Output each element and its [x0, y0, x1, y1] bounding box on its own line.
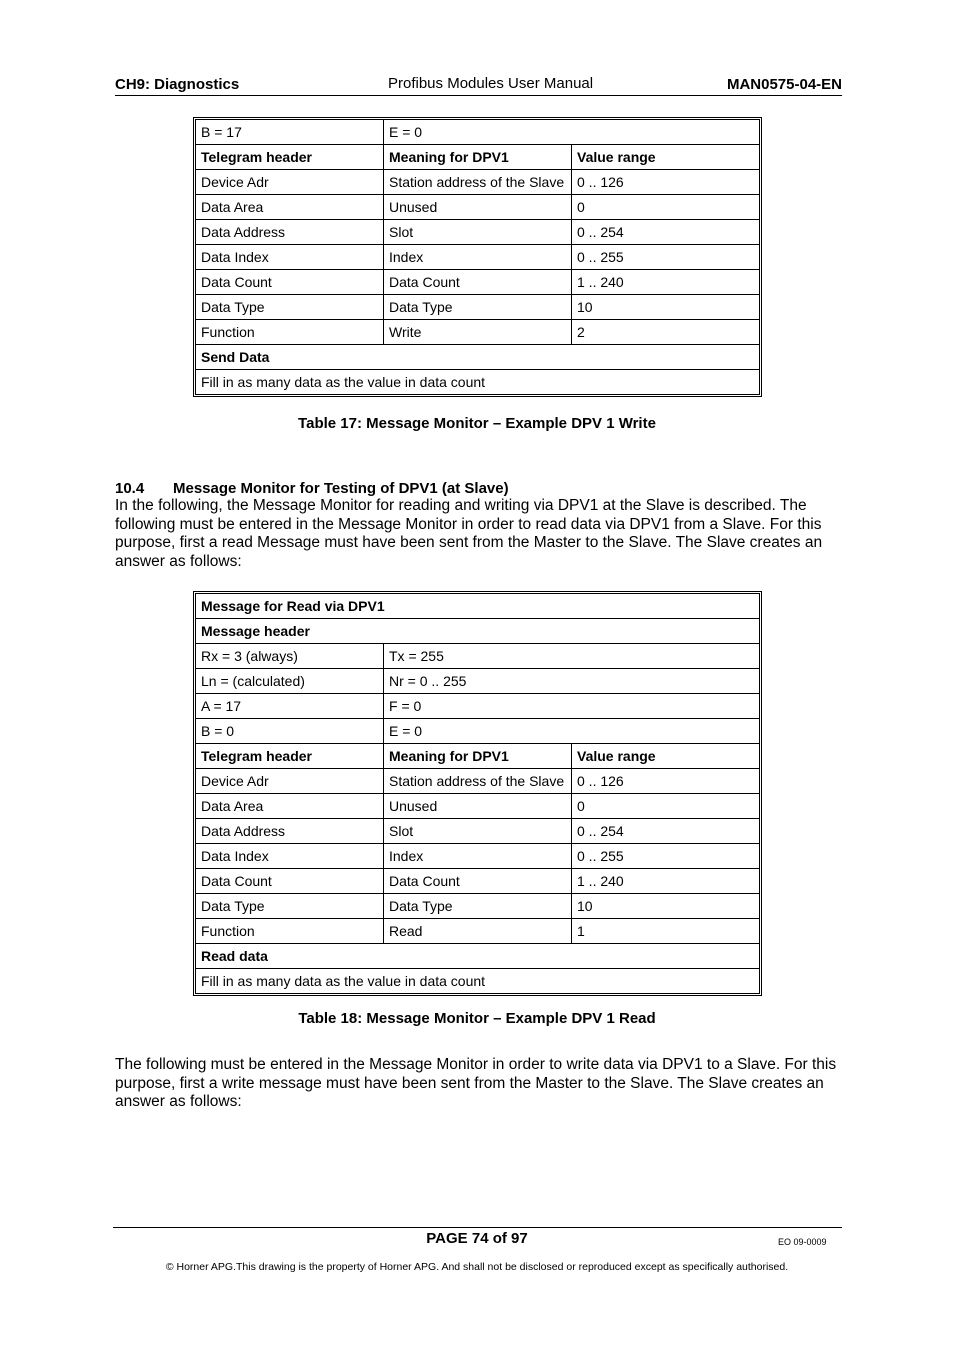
send-data-label: Send Data [196, 345, 759, 370]
table-row [196, 320, 759, 345]
table-cell: Index [384, 844, 572, 869]
table-cell: Data Type [196, 894, 384, 919]
read-data-label: Read data [196, 944, 759, 969]
table-cell: 2 [572, 320, 759, 345]
table-cell: 0 .. 255 [572, 844, 759, 869]
table-cell: Data Type [196, 295, 384, 320]
table-cell: Data Count [196, 270, 384, 295]
table-cell: Data Address [196, 819, 384, 844]
column-header: Meaning for DPV1 [384, 744, 572, 769]
table-cell: 0 .. 254 [572, 220, 759, 245]
table-cell: Unused [384, 794, 572, 819]
table-row [196, 969, 759, 993]
table-row [196, 619, 759, 644]
section-heading [115, 480, 509, 497]
table-cell: 0 [572, 794, 759, 819]
table-cell: Ln = (calculated) [196, 669, 384, 694]
table-cell: 10 [572, 295, 759, 320]
table-cell: Index [384, 245, 572, 270]
table-cell: 0 .. 255 [572, 245, 759, 270]
table-row [196, 844, 759, 869]
page-header [115, 74, 842, 96]
table-cell: B = 0 [196, 719, 384, 744]
table-cell: Rx = 3 (always) [196, 644, 384, 669]
table-cell: Function [196, 320, 384, 345]
intro-paragraph: In the following, the Message Monitor for reading and writing via DPV1 at the Slave is described. The following must be entered in the Message Monitor in order to read data via DPV1 from a Slave. For this purpose, first a read Message must have been sent from the Master to the Slave. The Slave creates an answer as follows: [115, 497, 823, 570]
column-header: Telegram header [196, 145, 384, 170]
table-row [196, 794, 759, 819]
table-header-row [196, 744, 759, 769]
table-cell: Data Count [196, 869, 384, 894]
table-cell: Unused [384, 195, 572, 220]
table-row [196, 220, 759, 245]
table-18-caption: Table 18: Message Monitor – Example DPV 1 Read [298, 1010, 656, 1027]
table-row [196, 894, 759, 919]
table-18 [193, 591, 762, 996]
table-row [196, 819, 759, 844]
table-cell: Write [384, 320, 572, 345]
table-cell: Device Adr [196, 170, 384, 195]
table-cell: Function [196, 919, 384, 944]
table-row [196, 669, 759, 694]
table-17-caption: Table 17: Message Monitor – Example DPV 1 Write [298, 415, 656, 432]
document-number: MAN0575-04-EN [726, 76, 842, 93]
column-header: Value range [572, 744, 759, 769]
message-header-label: Message header [196, 619, 759, 644]
table-cell: E = 0 [384, 719, 759, 744]
table-row [196, 694, 759, 719]
table-cell: Data Count [384, 869, 572, 894]
table-cell: A = 17 [196, 694, 384, 719]
section-title: Message Monitor for Testing of DPV1 (at Slave) [173, 480, 509, 497]
eo-code: EO 09-0009 [778, 1237, 827, 1247]
fill-data-note: Fill in as many data as the value in data count [201, 374, 486, 390]
table-row [196, 120, 759, 145]
table-cell: 0 .. 254 [572, 819, 759, 844]
table-cell: Data Area [196, 794, 384, 819]
section-number: 10.4 [115, 480, 145, 497]
chapter-title: CH9: Diagnostics [115, 76, 240, 93]
table-cell: E = 0 [384, 120, 759, 145]
table-cell: 1 .. 240 [572, 270, 759, 295]
table-row [196, 170, 759, 195]
table-cell: Station address of the Slave [384, 769, 572, 794]
table-row [196, 295, 759, 320]
table-cell: 0 [572, 195, 759, 220]
column-header: Value range [572, 145, 759, 170]
table-row [196, 719, 759, 744]
table-cell: Data Area [196, 195, 384, 220]
page-number: PAGE 74 of 97 [426, 1230, 528, 1247]
table-cell: 1 [572, 919, 759, 944]
manual-title: Profibus Modules User Manual [388, 75, 594, 92]
table-row [196, 944, 759, 969]
table-cell: Data Type [384, 894, 572, 919]
table-cell: Station address of the Slave [384, 170, 572, 195]
table-cell: Device Adr [196, 769, 384, 794]
table-header-row [196, 145, 759, 170]
table-cell: Slot [384, 220, 572, 245]
table-row [196, 644, 759, 669]
table-row [196, 769, 759, 794]
table-cell: 0 .. 126 [572, 769, 759, 794]
table-row [196, 370, 759, 394]
table-row [196, 270, 759, 295]
table-row [196, 869, 759, 894]
table-row [196, 195, 759, 220]
table-cell: 1 .. 240 [572, 869, 759, 894]
table-cell: Nr = 0 .. 255 [384, 669, 759, 694]
table-row [196, 245, 759, 270]
column-header: Telegram header [196, 744, 384, 769]
fill-data-note: Fill in as many data as the value in data count [201, 973, 486, 989]
table-cell: 10 [572, 894, 759, 919]
table-cell: Data Type [384, 295, 572, 320]
footer-divider [113, 1227, 842, 1228]
table-cell: Data Count [384, 270, 572, 295]
table-title: Message for Read via DPV1 [196, 594, 759, 619]
table-cell: Data Index [196, 245, 384, 270]
table-cell: Tx = 255 [384, 644, 759, 669]
table-cell: Slot [384, 819, 572, 844]
column-header: Meaning for DPV1 [384, 145, 572, 170]
table-cell: 0 .. 126 [572, 170, 759, 195]
table-cell: Read [384, 919, 572, 944]
table-cell: Data Index [196, 844, 384, 869]
copyright-notice: © Horner APG.This drawing is the property of Horner APG. And shall not be disclosed or reproduced except as specifically authorised. [165, 1261, 789, 1273]
table-17 [193, 117, 762, 397]
table-cell: Data Address [196, 220, 384, 245]
table-row [196, 594, 759, 619]
table-row [196, 345, 759, 370]
write-paragraph: The following must be entered in the Message Monitor in order to write data via DPV1 to a Slave. For this purpose, first a write message must have been sent from the Master to the Slave. The Slave creates an answer as follows: [115, 1056, 837, 1110]
table-row [196, 919, 759, 944]
table-cell: F = 0 [384, 694, 759, 719]
table-cell: B = 17 [196, 120, 384, 145]
